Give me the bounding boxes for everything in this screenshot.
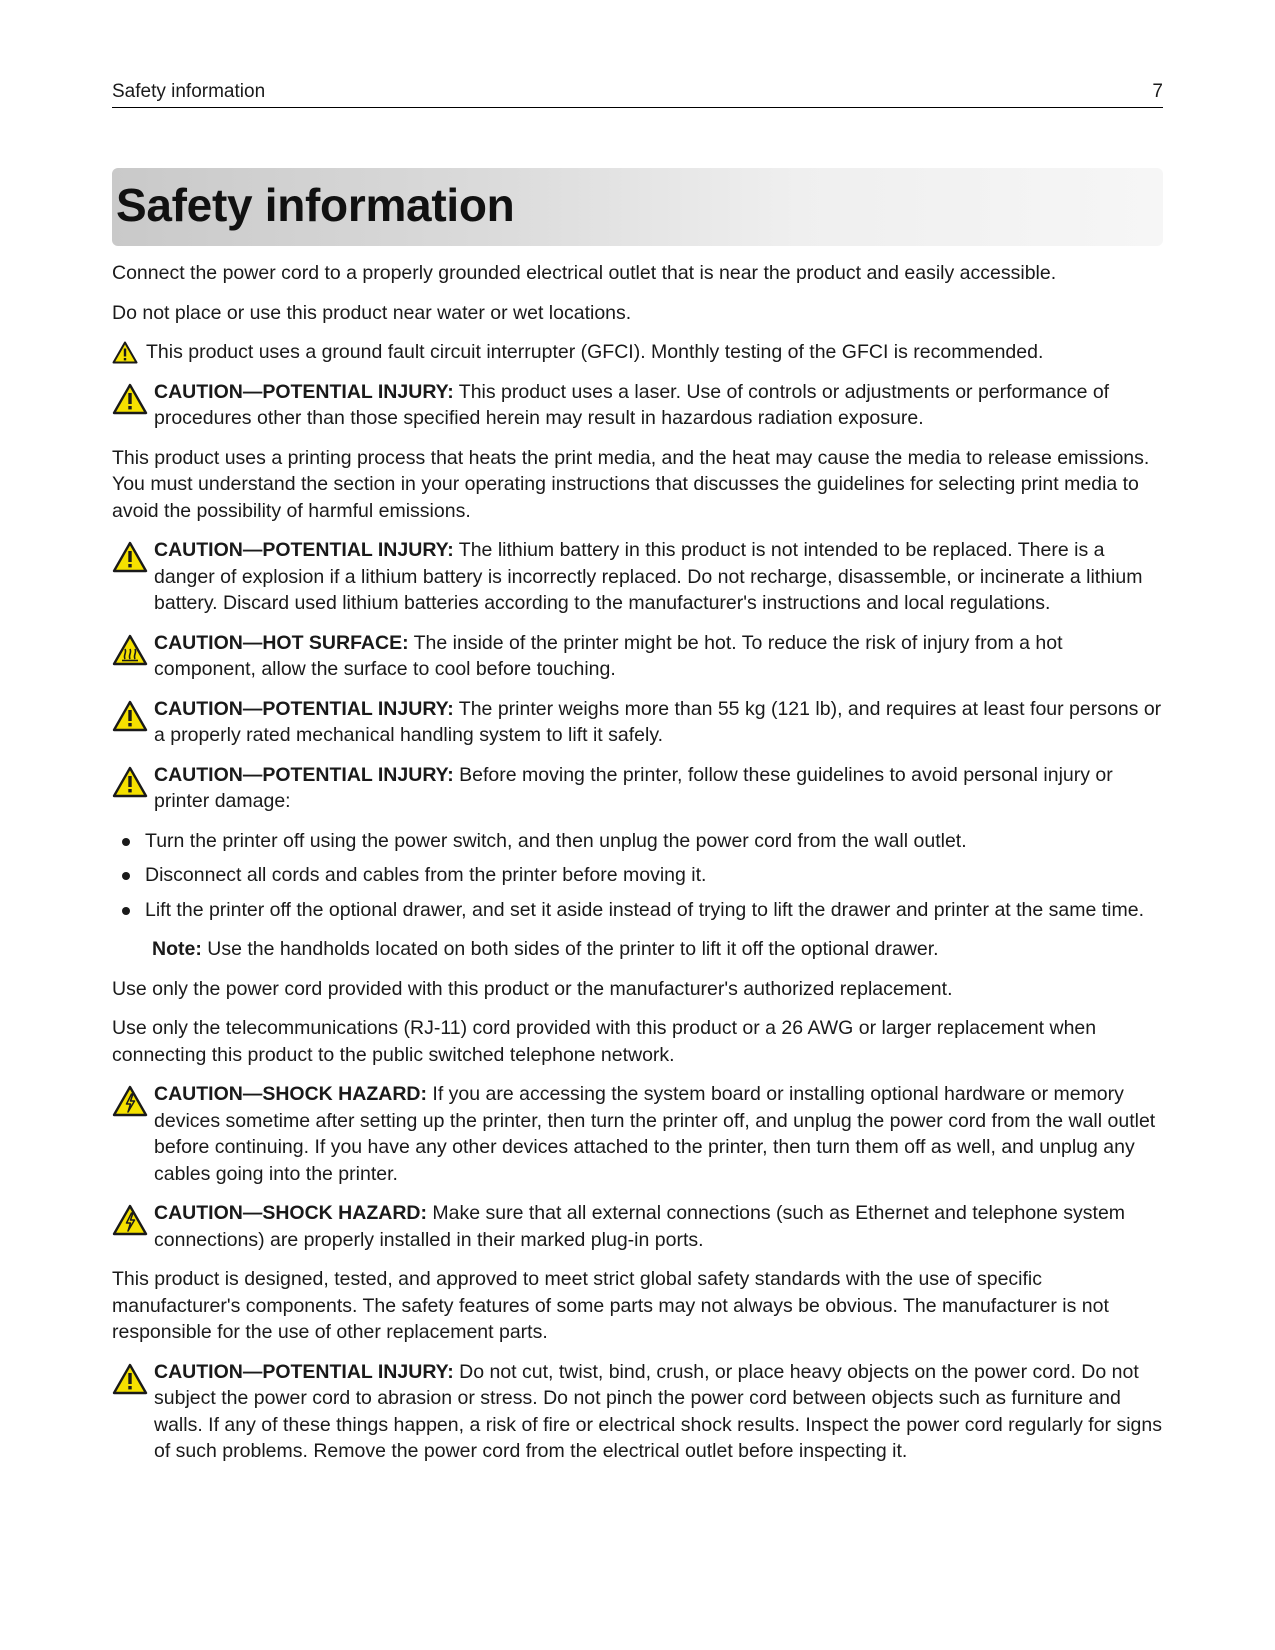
shock-hazard-icon: [112, 1081, 154, 1117]
caution-moving-printer: [112, 762, 1168, 815]
caution-shock-system-board: [112, 1081, 1168, 1187]
caution-text: If you are accessing the system board or installing optional hardware or memory devices sometime after setting up the printer, then turn the printer off, and unplug the power cord from the wall outlet before continuing. If you have any other devices attached to the printer, then turn them off as well, and unplug any cables going into the printer.: [154, 1083, 1156, 1185]
page-title: Safety information: [116, 179, 515, 231]
page-number: 7: [1152, 81, 1163, 102]
caution-label: CAUTION—HOT SURFACE:: [154, 631, 409, 654]
caution-label: CAUTION—POTENTIAL INJURY:: [154, 697, 454, 720]
warning-triangle-icon: [112, 537, 154, 573]
paragraph-grounded-outlet: Connect the power cord to a properly grounded electrical outlet that is near the product and easily accessible.: [112, 262, 1057, 284]
gfci-notice: [112, 339, 1168, 366]
caution-laser: [112, 379, 1168, 432]
paragraph-power-cord: Use only the power cord provided with this product or the manufacturer's authorized replacement.: [112, 977, 953, 1000]
page-content: [112, 260, 1168, 1478]
caution-label: CAUTION—POTENTIAL INJURY:: [154, 763, 454, 786]
running-header: [112, 80, 1163, 108]
caution-text: This product uses a laser. Use of controls or adjustments or performance of procedures other than those specified herein may result in hazardous radiation exposure.: [154, 380, 1110, 429]
caution-text: The printer weighs more than 55 kg (121 lb), and requires at least four persons or a properly rated mechanical handling system to lift it safely.: [154, 697, 1162, 746]
caution-label: CAUTION—POTENTIAL INJURY:: [154, 539, 454, 561]
note-handholds: [112, 936, 1168, 963]
paragraph-water: Do not place or use this product near water or wet locations.: [112, 301, 632, 324]
caution-text: The lithium battery in this product is not intended to be replaced. There is a danger of explosion if a lithium battery is incorrectly replaced. Do not recharge, disassemble, or incinerate a lithium battery. Discard used lithium batteries according to the manufacturer's instructions and local regulations.: [154, 539, 1143, 614]
warning-triangle-icon: [112, 1359, 154, 1395]
caution-text: Make sure that all external connections (such as Ethernet and telephone system connections) are properly installed in their marked plug-in ports.: [154, 1202, 1126, 1251]
hot-surface-icon: [112, 630, 154, 666]
caution-hot-surface: [112, 630, 1168, 683]
paragraph-safety-standards: This product is designed, tested, and approved to meet strict global safety standards with the use of specific manufacturer's components. The safety features of some parts may not always be obvious. The manufacturer is not responsible for the use of other replacement parts.: [112, 1268, 1109, 1343]
list-item: Lift the printer off the optional drawer, and set it aside instead of trying to lift the drawer and printer at the same time.: [112, 897, 1168, 924]
note-text: Use the handholds located on both sides of the printer to lift it off the optional drawer.: [201, 938, 939, 960]
list-item: Disconnect all cords and cables from the printer before moving it.: [112, 862, 1168, 889]
gfci-text: This product uses a ground fault circuit interrupter (GFCI). Monthly testing of the GFCI is recommended.: [146, 341, 1044, 363]
header-section-title: Safety information: [112, 81, 266, 102]
list-item: Turn the printer off using the power switch, and then unplug the power cord from the wall outlet.: [112, 828, 1168, 855]
caution-power-cord: [112, 1359, 1168, 1465]
shock-hazard-icon: [112, 1200, 154, 1236]
warning-triangle-icon: [112, 762, 154, 798]
warning-triangle-icon: [112, 696, 154, 732]
caution-lithium-battery: [112, 537, 1168, 617]
caution-shock-connections: [112, 1200, 1168, 1253]
caution-label: CAUTION—POTENTIAL INJURY:: [154, 380, 454, 403]
moving-guidelines-list: [112, 828, 1168, 924]
title-band: [112, 168, 1163, 246]
caution-printer-weight: [112, 696, 1168, 749]
caution-text: Before moving the printer, follow these guidelines to avoid personal injury or printer damage:: [154, 763, 1113, 812]
warning-triangle-icon: [112, 339, 146, 364]
caution-label: CAUTION—SHOCK HAZARD:: [154, 1202, 427, 1224]
note-label: Note:: [152, 938, 202, 960]
paragraph-emissions: This product uses a printing process that heats the print media, and the heat may cause the media to release emissions. You must understand the section in your operating instructions that discusses the guidelines for selecting print media to avoid the possibility of harmful emissions.: [112, 446, 1150, 522]
caution-label: CAUTION—SHOCK HAZARD:: [154, 1083, 427, 1105]
caution-text: The inside of the printer might be hot. To reduce the risk of injury from a hot component, allow the surface to cool before touching.: [154, 631, 1063, 680]
paragraph-telecom-cord: Use only the telecommunications (RJ-11) cord provided with this product or a 26 AWG or larger replacement when connecting this product to the public switched telephone network.: [112, 1017, 1097, 1066]
warning-triangle-icon: [112, 379, 154, 415]
caution-label: CAUTION—POTENTIAL INJURY:: [154, 1360, 454, 1383]
caution-text: Do not cut, twist, bind, crush, or place heavy objects on the power cord. Do not subject the power cord to abrasion or stress. Do not pinch the power cord between objects such as furniture and walls. If any of these things happen, a risk of fire or electrical shock results. Inspect the power cord regularly for signs of such problems. Remove the power cord from the electrical outlet before inspecting it.: [154, 1360, 1162, 1462]
